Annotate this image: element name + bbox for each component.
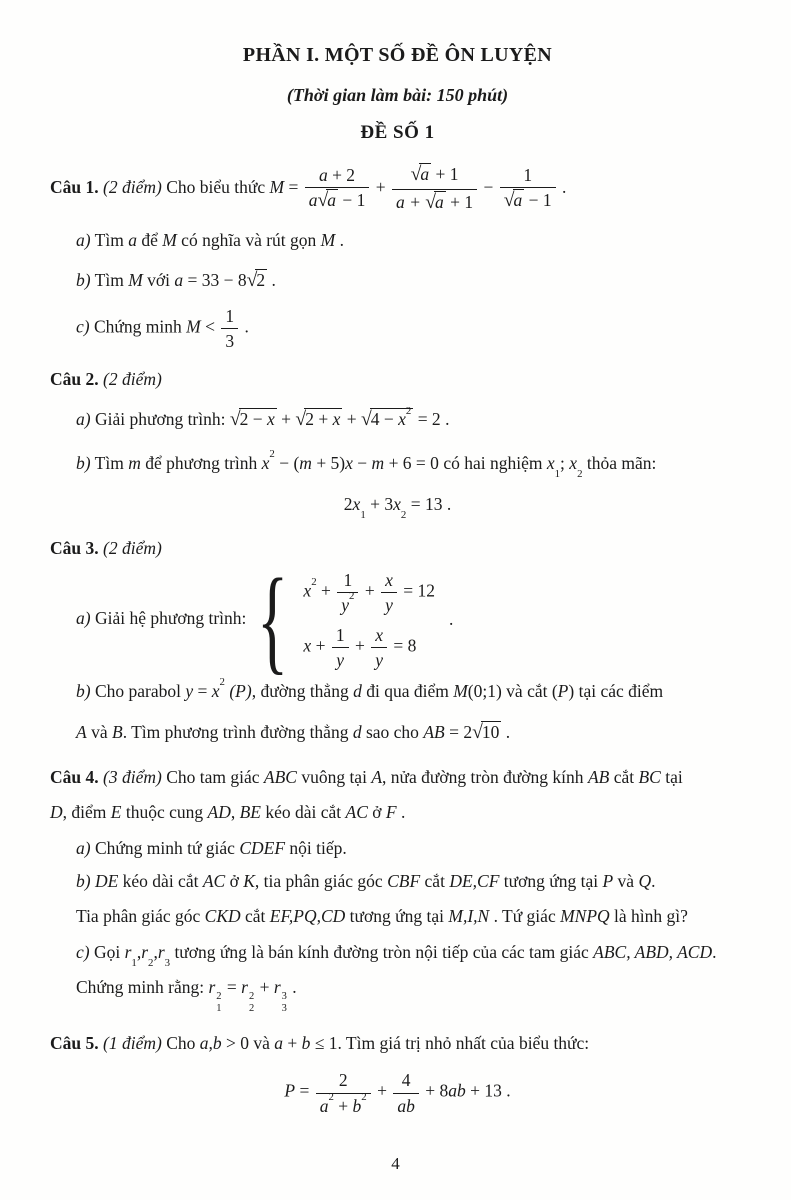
text-run: Cho [166, 1033, 200, 1054]
math-var: D [50, 802, 63, 823]
question-3a [76, 554, 745, 685]
math-op: + 6 = 0 [384, 452, 439, 473]
text-run: thuộc cung [121, 802, 208, 823]
fraction-denominator [305, 187, 370, 213]
question-4a [76, 836, 745, 861]
math-var: x [546, 452, 555, 473]
math-num: − 1 [337, 190, 366, 211]
text-run: và [613, 871, 639, 892]
text-run: , đường thẳng [251, 681, 354, 702]
math-var: DE,CF [449, 871, 500, 892]
math-op: − ( [274, 452, 300, 473]
math-var: x [393, 494, 401, 515]
math-op: + 13 [465, 1081, 502, 1102]
text-run: sao cho [361, 721, 424, 742]
superscript: 2 [405, 404, 412, 417]
text-run: để phương trình [140, 452, 262, 473]
question-5-header [50, 1031, 745, 1056]
superscript: 2 [269, 448, 275, 461]
fraction-numerator [500, 165, 556, 187]
math-op: + [276, 409, 296, 430]
radical-sign: √ [425, 191, 437, 213]
math-var: a [308, 190, 318, 211]
question-label: Câu 4. [50, 766, 99, 787]
sub-sup-stack [282, 991, 287, 1015]
radicand: 2 [256, 270, 266, 291]
system-row-1 [303, 570, 435, 615]
radical-sign: √ [246, 270, 258, 292]
math-op: = [295, 1081, 314, 1102]
fraction [221, 306, 238, 351]
math-num: 2 + [305, 409, 333, 430]
math-op: + [333, 1095, 353, 1116]
fraction-denominator: y [381, 592, 397, 615]
radicand: a [513, 190, 523, 211]
fraction-numerator: 4 [401, 1070, 411, 1091]
math-var: MNPQ [560, 906, 610, 927]
math-var: ab [448, 1081, 466, 1102]
text-run: cắt [609, 766, 639, 787]
question-4-line1 [50, 765, 745, 790]
fraction-denominator [392, 189, 477, 215]
text-run: kéo dài cắt [260, 802, 346, 823]
part-title: PHẦN I. MỘT SỐ ĐỀ ÔN LUYỆN [242, 44, 553, 66]
subscript: 1 [360, 509, 366, 521]
text-run: để [136, 230, 163, 251]
text-run: ở [225, 871, 244, 892]
fraction-denominator [500, 187, 556, 213]
text-run: . [442, 494, 452, 515]
fraction [393, 1070, 419, 1115]
subscript: 1 [554, 467, 561, 480]
text-run: ) tại các điểm [568, 681, 664, 702]
sub-sup-stack [216, 991, 221, 1015]
math-op: = 13 [406, 494, 443, 515]
question-3b-line1 [76, 676, 745, 704]
math-op: + [350, 635, 370, 656]
math-var: A [76, 721, 87, 742]
text-run: Giải phương trình: [90, 409, 230, 430]
math-var: E [110, 802, 122, 823]
question-points: (2 điểm) [98, 537, 162, 558]
math-var: a [274, 1033, 284, 1054]
text-run: . [501, 721, 511, 742]
radical-sign: √ [410, 164, 422, 185]
question-1b [76, 267, 745, 295]
math-op: + [316, 580, 336, 601]
text-run: ở [367, 802, 386, 823]
question-1c [76, 306, 745, 351]
system-row-2 [303, 625, 435, 670]
math-op: + 5) [311, 452, 346, 473]
text-run: Chứng minh tứ giác [90, 837, 240, 858]
fraction-numerator: 1 [343, 569, 353, 590]
equation-system [256, 554, 454, 685]
text-run: nội tiếp. [285, 837, 347, 858]
subscript: 2 [148, 956, 154, 969]
math-op: = [284, 177, 303, 198]
math-var: M [162, 230, 177, 251]
text-run: cắt [420, 871, 450, 892]
math-var: BE [239, 802, 261, 823]
math-op: + [311, 635, 330, 656]
math-var: (P) [224, 681, 252, 702]
fraction-denominator: ab [393, 1093, 419, 1116]
question-2-header [50, 367, 745, 392]
text-run: . [440, 409, 450, 430]
fraction-numerator [392, 164, 477, 189]
math-var: M [453, 681, 468, 702]
math-op: + [255, 977, 274, 998]
page-number: 4 [391, 1154, 400, 1173]
item-marker: c) [76, 941, 90, 962]
question-3b-line2 [76, 719, 745, 747]
math-op: , [153, 941, 158, 962]
math-var: M [320, 230, 336, 251]
math-op: . [557, 177, 567, 198]
subscript: 2 [248, 1003, 255, 1015]
fraction-denominator: y [371, 647, 387, 670]
text-run: Chứng minh [89, 316, 187, 337]
text-run: tương ứng tại [345, 906, 449, 927]
text-run: . [448, 609, 454, 630]
radical-sign: √ [360, 409, 372, 431]
subscript: 1 [216, 1003, 222, 1015]
fraction [371, 625, 387, 670]
math-var: y [341, 594, 350, 615]
math-var: d [353, 681, 362, 702]
item-marker: b) [76, 681, 91, 702]
math-var: x [211, 681, 220, 702]
radical-sign: √ [472, 721, 483, 743]
question-5-formula [50, 1070, 745, 1115]
text-run: . Tìm phương trình đường thẳng [122, 721, 353, 742]
math-var: d [352, 721, 362, 742]
text-run: . [240, 316, 249, 337]
math-var: a [318, 165, 328, 186]
math-op: + 8 [420, 1081, 449, 1102]
math-var: BC [638, 766, 661, 787]
fraction [500, 165, 556, 213]
math-var: a,b [199, 1033, 222, 1054]
math-var: b [301, 1033, 311, 1054]
question-4b-line1 [76, 869, 745, 894]
math-var: B [111, 721, 123, 742]
math-var: AC [345, 802, 368, 823]
question-2b-equation [50, 492, 745, 521]
math-op: < [200, 316, 220, 337]
text-run: . [651, 871, 656, 892]
superscript: 2 [216, 990, 222, 1002]
math-op: + [360, 580, 380, 601]
text-run: (0;1) và cắt ( [467, 681, 558, 702]
question-points: (1 điểm) [98, 1033, 167, 1054]
item-marker: c) [76, 316, 90, 337]
fraction [305, 165, 370, 213]
math-var: CBF [387, 871, 421, 892]
text-run: vuông tại [296, 766, 372, 787]
question-label: Câu 2. [50, 369, 99, 390]
math-op: = [222, 977, 242, 998]
math-op: − [352, 452, 372, 473]
math-var: x [303, 580, 312, 601]
superscript: 2 [219, 676, 225, 689]
math-var: DE [94, 871, 119, 892]
question-1-header [50, 164, 745, 214]
fraction-denominator: y [332, 647, 349, 670]
math-var: AC [202, 871, 226, 892]
superscript: 2 [248, 990, 255, 1002]
text-run: , nửa đường tròn đường kính [382, 766, 588, 787]
math-num: 4 − [370, 409, 399, 430]
text-run: Tìm [90, 270, 129, 291]
math-var: a [174, 270, 184, 291]
subscript: 3 [164, 956, 171, 969]
math-num: + 1 [445, 191, 474, 212]
radical-sign: √ [317, 190, 329, 212]
math-var: P [557, 681, 569, 702]
question-2b [76, 448, 745, 480]
subscript: 3 [281, 1003, 287, 1015]
math-var: r [273, 977, 281, 998]
item-marker: b) [76, 871, 91, 892]
math-op: + 3 [365, 494, 394, 515]
superscript: 2 [311, 575, 317, 588]
time-note: (Thời gian làm bài: 150 phút) [286, 85, 509, 105]
math-num: 2 − [239, 409, 268, 430]
text-run: . [712, 941, 717, 962]
item-marker: b) [76, 452, 91, 473]
question-2a [76, 406, 745, 434]
question-1a [76, 228, 745, 253]
math-var: M [186, 316, 201, 337]
item-marker: a) [76, 230, 91, 251]
math-var: AB [587, 766, 610, 787]
text-run: và [86, 721, 112, 742]
math-var: m [128, 452, 141, 473]
text-run: cắt [240, 906, 270, 927]
text-run: với [142, 270, 175, 291]
text-run: Chứng minh rằng: [76, 977, 209, 998]
math-var: CKD [204, 906, 241, 927]
math-var: x [332, 409, 341, 430]
math-var: x [569, 452, 578, 473]
sub-sup-stack [249, 991, 254, 1015]
text-run: đi qua điểm [361, 681, 454, 702]
subscript: 2 [577, 467, 583, 480]
text-run: tương ứng tại [499, 871, 603, 892]
math-var: M [128, 270, 143, 291]
radicand: a [420, 164, 430, 184]
item-marker: a) [76, 608, 91, 629]
fraction-numerator: 1 [225, 305, 235, 326]
math-num: 2 [343, 494, 353, 515]
radicand: a [435, 191, 444, 212]
math-var: x [352, 494, 361, 515]
fraction-numerator: x [375, 625, 383, 646]
text-run: tương ứng là bán kính đường tròn nội tiếp của các tam giác [170, 941, 594, 962]
q1-formula [269, 164, 566, 214]
math-num: 1 [523, 165, 533, 186]
text-run: có hai nghiệm [438, 452, 547, 473]
math-var: r [124, 941, 132, 962]
math-var: y [185, 681, 194, 702]
math-op: = [193, 681, 212, 702]
fraction-numerator [305, 165, 370, 187]
math-op: > 0 và [221, 1033, 275, 1054]
superscript: 2 [361, 1090, 367, 1103]
radicand: 10 [481, 721, 500, 742]
text-run: . [335, 230, 344, 251]
question-4c-line2 [76, 975, 745, 1015]
text-run: ≤ 1. Tìm giá trị nhỏ nhất của biểu thức: [310, 1033, 590, 1054]
math-var: r [208, 977, 216, 998]
item-marker: a) [76, 409, 91, 430]
math-var: m [371, 452, 385, 473]
math-var: Q [638, 871, 652, 892]
text-run: Tìm [90, 230, 129, 251]
fraction [392, 164, 477, 214]
question-4c-line1 [76, 940, 745, 969]
fraction-numerator: 2 [338, 1070, 348, 1091]
subscript: 2 [400, 509, 407, 521]
math-var: b [352, 1095, 362, 1116]
superscript: 2 [349, 590, 355, 603]
system-rows [303, 570, 435, 671]
system-brace: { [256, 554, 288, 685]
text-run: tại [660, 766, 683, 787]
question-label: Câu 5. [50, 1033, 99, 1054]
question-4b-line2 [76, 904, 745, 929]
math-op: + [371, 177, 390, 198]
radicand: a [327, 190, 336, 211]
math-op: + [372, 1081, 392, 1102]
text-run: Giải hệ phương trình: [90, 608, 251, 629]
math-num: + 1 [431, 164, 459, 184]
text-run: có nghĩa và rút gọn [176, 230, 321, 251]
radical-sign: √ [229, 409, 241, 431]
item-marker: a) [76, 837, 91, 858]
text-run: Tia phân giác góc [76, 906, 205, 927]
math-var: AB [423, 721, 445, 742]
math-num: − 1 [524, 190, 552, 211]
radical-sign: √ [503, 190, 515, 212]
fraction-denominator [316, 1090, 371, 1116]
question-label: Câu 3. [50, 537, 99, 558]
math-var: EF,PQ,CD [269, 906, 346, 927]
fraction-numerator: 1 [335, 625, 345, 646]
text-run: là hình gì? [609, 906, 688, 927]
math-op: , [136, 941, 142, 962]
math-var: a [128, 230, 137, 251]
math-var: M,I,N [448, 906, 490, 927]
math-var: A [371, 766, 383, 787]
fraction-denominator [337, 592, 358, 615]
math-var: M [269, 177, 285, 198]
text-run: , tia phân giác góc [254, 871, 388, 892]
math-var: r [157, 941, 165, 962]
math-op: − [479, 177, 498, 198]
math-var: a [319, 1095, 329, 1116]
math-var: P [284, 1081, 296, 1102]
math-num: = 33 − 8 [183, 270, 247, 291]
math-num: = 2 [444, 721, 473, 742]
fraction [316, 1070, 371, 1115]
superscript: 2 [328, 1090, 334, 1103]
math-var: K [243, 871, 255, 892]
math-var: r [241, 977, 248, 998]
text-run: Cho biểu thức [166, 177, 270, 198]
math-var: x [398, 409, 406, 430]
math-var: AD [207, 802, 231, 823]
math-op: + [283, 1033, 302, 1054]
text-run: Cho tam giác [166, 766, 264, 787]
math-op: + [342, 409, 361, 430]
text-run: Cho parabol [90, 681, 186, 702]
math-var: P [602, 871, 614, 892]
math-var: x [261, 452, 270, 473]
superscript: 3 [281, 990, 287, 1002]
text-run: . [501, 1081, 511, 1102]
radicand [304, 408, 342, 429]
math-var: ABC [263, 766, 297, 787]
text-run: . [396, 802, 406, 823]
math-op: = 2 [413, 409, 441, 430]
math-var: x [345, 452, 353, 473]
math-var: x [303, 635, 312, 656]
fraction-denominator: 3 [221, 328, 238, 351]
fraction [337, 570, 358, 615]
math-var: F [385, 802, 397, 823]
math-op: = 8 [388, 635, 417, 656]
math-var: ABC, ABD, ACD [593, 941, 713, 962]
text-run: . [267, 270, 276, 291]
text-run: Tìm [90, 452, 129, 473]
radicand [370, 404, 414, 430]
text-run: , điểm [62, 802, 111, 823]
text-run: kéo dài cắt [118, 871, 203, 892]
math-op: ; [560, 452, 570, 473]
question-4-line2 [50, 800, 745, 825]
math-var: x [267, 409, 275, 430]
text-run: thỏa mãn: [582, 452, 657, 473]
subscript: 1 [131, 956, 137, 969]
fraction-numerator: x [385, 569, 393, 590]
text-run: . [287, 977, 297, 998]
text-run: , [230, 802, 240, 823]
math-var: a + [395, 191, 426, 212]
question-3-header [50, 536, 745, 561]
question-points: (2 điểm) [98, 369, 162, 390]
fraction [381, 570, 397, 615]
exam-title: ĐỀ SỐ 1 [360, 122, 435, 143]
math-var: r [141, 941, 149, 962]
text-run: . Tứ giác [489, 906, 561, 927]
question-label: Câu 1. [50, 177, 99, 198]
math-var: m [299, 452, 312, 473]
question-points: (3 điểm) [98, 766, 167, 787]
fraction [332, 625, 349, 670]
math-num: + 2 [327, 165, 356, 186]
radicand [239, 408, 277, 429]
item-marker: b) [76, 270, 91, 291]
question-points: (2 điểm) [98, 177, 167, 198]
radical-sign: √ [295, 409, 307, 431]
text-run: Gọi [89, 941, 125, 962]
math-var: CDEF [239, 837, 286, 858]
math-op: = 12 [398, 580, 435, 601]
